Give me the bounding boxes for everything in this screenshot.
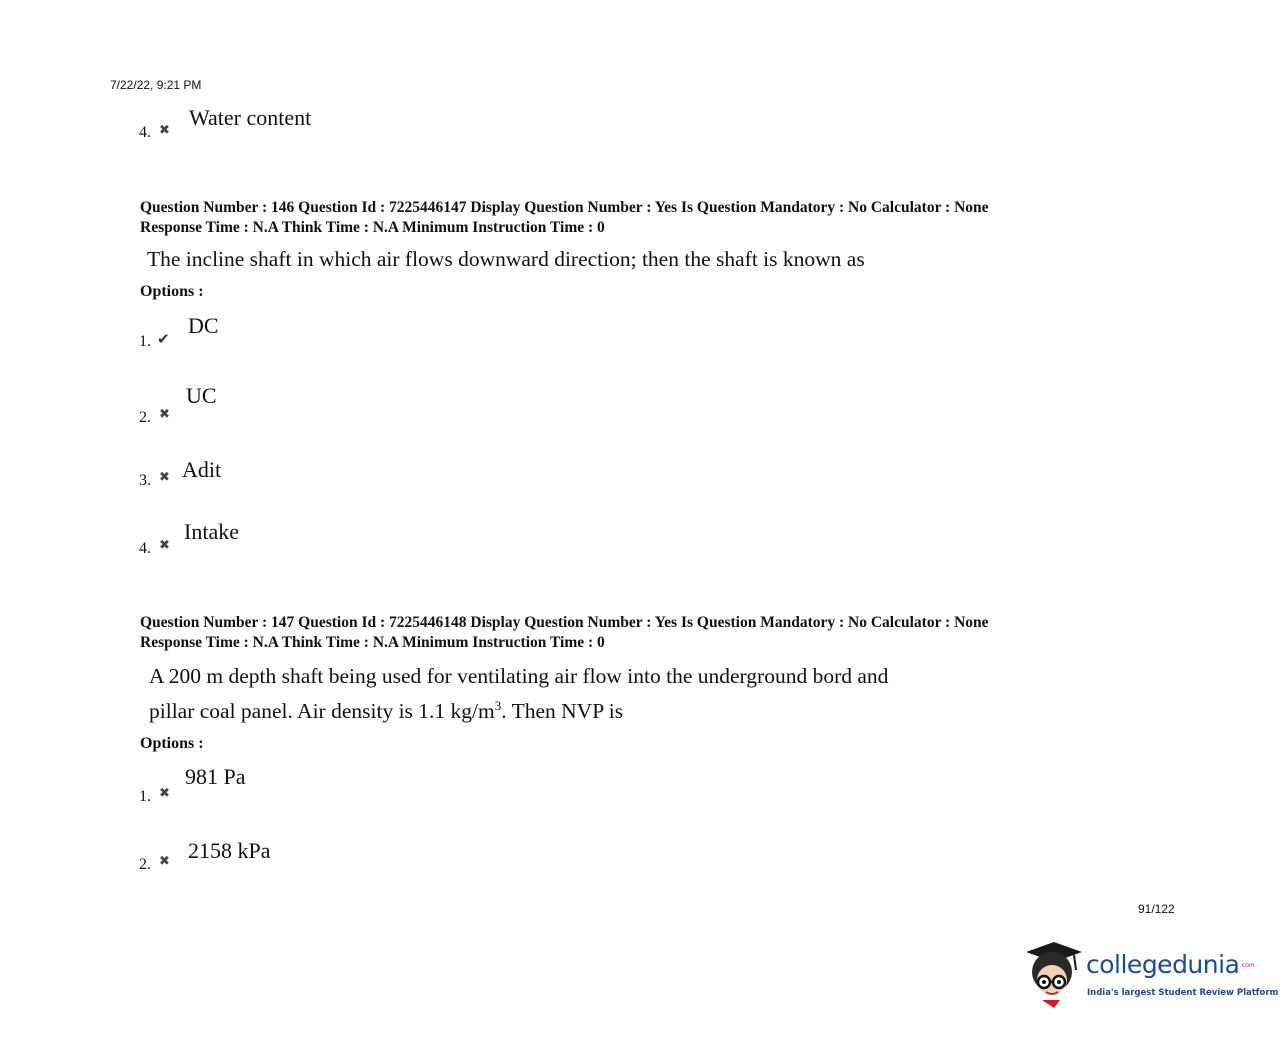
brand-tagline: India's largest Student Review Platform — [1087, 988, 1279, 998]
option-number: 4. — [139, 124, 151, 141]
question-text: The incline shaft in which air flows downward direction; then the shaft is known as — [147, 247, 865, 271]
option-text: Adit — [182, 457, 222, 482]
cross-icon: ✖ — [159, 538, 170, 553]
option-text: 981 Pa — [185, 764, 246, 789]
cross-icon: ✖ — [159, 470, 170, 485]
question-meta-line1: Question Number : 147 Question Id : 7225446148 Display Question Number : Yes Is Question Mandatory : No Calculator : None — [140, 614, 989, 631]
superscript: 3 — [494, 698, 502, 713]
option-text: UC — [186, 383, 217, 408]
question-text-line2 — [149, 691, 888, 726]
question-text-part: pillar coal panel. Air density is 1.1 kg/m — [149, 699, 495, 724]
question-meta — [140, 198, 989, 238]
cross-icon: ✖ — [159, 786, 170, 801]
option-number: 3. — [139, 472, 151, 489]
question-text-line1: A 200 m depth shaft being used for ventilating air flow into the underground bord and — [149, 664, 889, 688]
options-label: Options : — [140, 735, 204, 752]
options-label: Options : — [140, 283, 204, 300]
option-text: Intake — [184, 519, 239, 544]
print-timestamp: 7/22/22, 9:21 PM — [110, 78, 202, 92]
page-number: 91/122 — [1138, 902, 1175, 916]
check-icon: ✔ — [157, 330, 170, 348]
cross-icon: ✖ — [159, 407, 170, 422]
question-meta-line1: Question Number : 146 Question Id : 7225446147 Display Question Number : Yes Is Question Mandatory : No Calculator : None — [140, 199, 989, 216]
mascot-logo-icon — [1024, 938, 1088, 1010]
question-meta — [140, 613, 989, 653]
brand-logo-suffix: .com — [1240, 962, 1255, 969]
option-number: 4. — [139, 540, 151, 557]
option-number: 1. — [139, 333, 151, 350]
cross-icon: ✖ — [159, 123, 170, 138]
question-meta-line2: Response Time : N.A Think Time : N.A Minimum Instruction Time : 0 — [140, 634, 605, 651]
question-text — [149, 661, 888, 726]
option-text: Water content — [189, 105, 312, 130]
option-number: 2. — [139, 856, 151, 873]
brand-logo-text: collegedunia — [1086, 950, 1240, 979]
question-meta-line2: Response Time : N.A Think Time : N.A Minimum Instruction Time : 0 — [140, 219, 605, 236]
option-text: 2158 kPa — [188, 838, 271, 863]
cross-icon: ✖ — [159, 854, 170, 869]
option-number: 2. — [139, 409, 151, 426]
option-number: 1. — [139, 788, 151, 805]
option-text: DC — [188, 313, 219, 338]
question-text-part: . Then NVP is — [501, 699, 624, 724]
